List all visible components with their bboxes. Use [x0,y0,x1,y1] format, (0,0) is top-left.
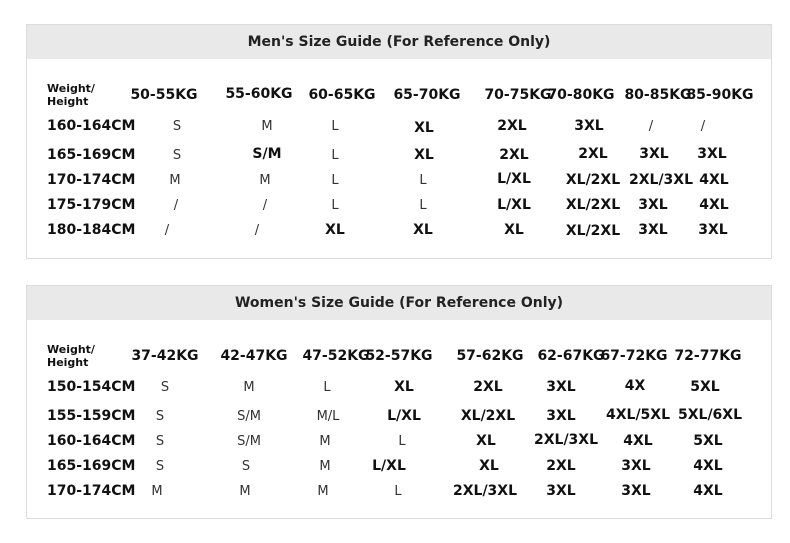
mens-size-cell: S/M [252,146,282,162]
mens-size-cell: XL [413,222,433,238]
mens-row-label: 175-179CM [47,197,136,213]
mens-size-cell: / [254,223,260,238]
mens-size-cell: XL [504,222,524,238]
mens-size-cell: S [172,119,182,134]
mens-size-guide [26,24,772,259]
mens-size-cell: L/XL [497,197,531,213]
womens-size-cell: S [160,380,170,395]
womens-size-cell: L/XL [372,458,406,474]
womens-size-cell: 2XL [473,379,503,395]
womens-size-cell: M [151,484,163,499]
womens-size-cell: 5XL [693,433,723,449]
mens-col-header: 55-60KG [225,86,293,102]
mens-size-cell: L [331,119,339,134]
womens-size-cell: M [243,380,255,395]
mens-col-header: 60-65KG [308,87,376,103]
womens-size-cell: L [398,434,406,449]
womens-size-cell: L/XL [387,408,421,424]
mens-col-header: 85-90KG [686,87,754,103]
womens-col-header: 47-52KG [302,348,370,364]
mens-row-label: 170-174CM [47,172,136,188]
mens-size-cell: 3XL [574,118,604,134]
womens-size-cell: XL [476,433,496,449]
womens-col-header: 62-67KG [537,348,605,364]
womens-size-cell: 3XL [621,458,651,474]
womens-row-label: 150-154CM [47,379,136,395]
mens-col-header: 70-80KG [547,87,615,103]
womens-size-cell: M [319,434,331,449]
mens-col-header: 80-85KG [624,87,692,103]
mens-row-label: 160-164CM [47,118,136,134]
womens-size-cell: S [155,434,165,449]
mens-size-cell: 2XL/3XL [628,172,694,188]
mens-size-cell: / [648,119,654,134]
mens-size-cell: / [700,119,706,134]
womens-corner-weight: Weight/ [47,343,95,356]
mens-size-cell: XL [325,222,345,238]
mens-size-cell: XL/2XL [565,197,621,213]
mens-col-header: 65-70KG [393,87,461,103]
mens-corner-label [47,82,95,108]
womens-size-cell: XL/2XL [460,408,516,424]
womens-corner-label [47,343,95,369]
mens-size-cell: 3XL [638,222,668,238]
womens-size-cell: M [319,459,331,474]
womens-size-cell: S [155,409,165,424]
womens-size-cell: L [323,380,331,395]
womens-size-cell: 4XL [693,483,723,499]
womens-col-header: 42-47KG [220,348,288,364]
womens-size-cell: S [155,459,165,474]
womens-row-label: 170-174CM [47,483,136,499]
mens-corner-weight: Weight/ [47,82,95,95]
mens-size-cell: L [331,198,339,213]
mens-size-cell: XL/2XL [565,172,621,188]
womens-size-guide-title: Women's Size Guide (For Reference Only) [27,286,771,320]
womens-size-cell: S [241,459,251,474]
mens-col-header: 50-55KG [130,87,198,103]
womens-size-cell: 3XL [621,483,651,499]
mens-row-label: 165-169CM [47,147,136,163]
womens-col-header: 52-57KG [365,348,433,364]
mens-size-cell: M [259,173,271,188]
womens-row-label: 165-169CM [47,458,136,474]
womens-size-cell: 2XL/3XL [452,483,518,499]
mens-size-cell: M [261,119,273,134]
mens-size-cell: 3XL [638,197,668,213]
mens-size-cell: 2XL [499,147,529,163]
womens-size-guide [26,285,772,519]
mens-size-cell: / [262,198,268,213]
mens-row-label: 180-184CM [47,222,136,238]
mens-size-cell: XL/2XL [565,223,621,239]
womens-col-header: 67-72KG [600,348,668,364]
mens-size-guide-title: Men's Size Guide (For Reference Only) [27,25,771,59]
womens-col-header: 72-77KG [674,348,742,364]
womens-size-cell: S/M [237,434,261,449]
mens-size-cell: 3XL [639,146,669,162]
womens-size-cell: 4X [624,378,646,394]
mens-size-cell: 2XL [578,146,608,162]
womens-size-cell: M/L [316,409,340,424]
mens-size-cell: M [169,173,181,188]
womens-size-cell: XL [479,458,499,474]
womens-size-cell: 5XL/6XL [677,407,743,423]
womens-size-cell: 2XL [546,458,576,474]
womens-size-cell: S/M [237,409,261,424]
womens-size-cell: XL [394,379,414,395]
womens-size-cell: 5XL [690,379,720,395]
mens-size-cell: L [331,173,339,188]
mens-size-cell: 2XL [497,118,527,134]
womens-row-label: 155-159CM [47,408,136,424]
mens-col-header: 70-75KG [484,87,552,103]
womens-corner-height: Height [47,356,89,369]
mens-size-cell: 4XL [699,172,729,188]
womens-size-cell: 3XL [546,408,576,424]
mens-size-cell: L [419,173,427,188]
womens-size-cell: 4XL [693,458,723,474]
womens-size-cell: 4XL/5XL [605,407,671,423]
womens-size-cell: 3XL [546,379,576,395]
womens-size-cell: M [239,484,251,499]
mens-size-cell: XL [414,120,434,136]
mens-size-cell: L/XL [497,171,531,187]
mens-size-cell: 4XL [699,197,729,213]
womens-col-header: 57-62KG [456,348,524,364]
womens-size-cell: 2XL/3XL [533,432,599,448]
mens-size-cell: / [164,223,170,238]
mens-size-cell: L [331,148,339,163]
womens-size-cell: 4XL [623,433,653,449]
womens-size-cell: M [317,484,329,499]
mens-size-cell: 3XL [697,146,727,162]
mens-size-cell: 3XL [698,222,728,238]
mens-size-cell: XL [414,147,434,163]
womens-row-label: 160-164CM [47,433,136,449]
womens-size-cell: 3XL [546,483,576,499]
mens-size-cell: L [419,198,427,213]
mens-size-cell: / [173,198,179,213]
mens-size-cell: S [172,148,182,163]
womens-size-cell: L [394,484,402,499]
womens-col-header: 37-42KG [131,348,199,364]
mens-corner-height: Height [47,95,89,108]
